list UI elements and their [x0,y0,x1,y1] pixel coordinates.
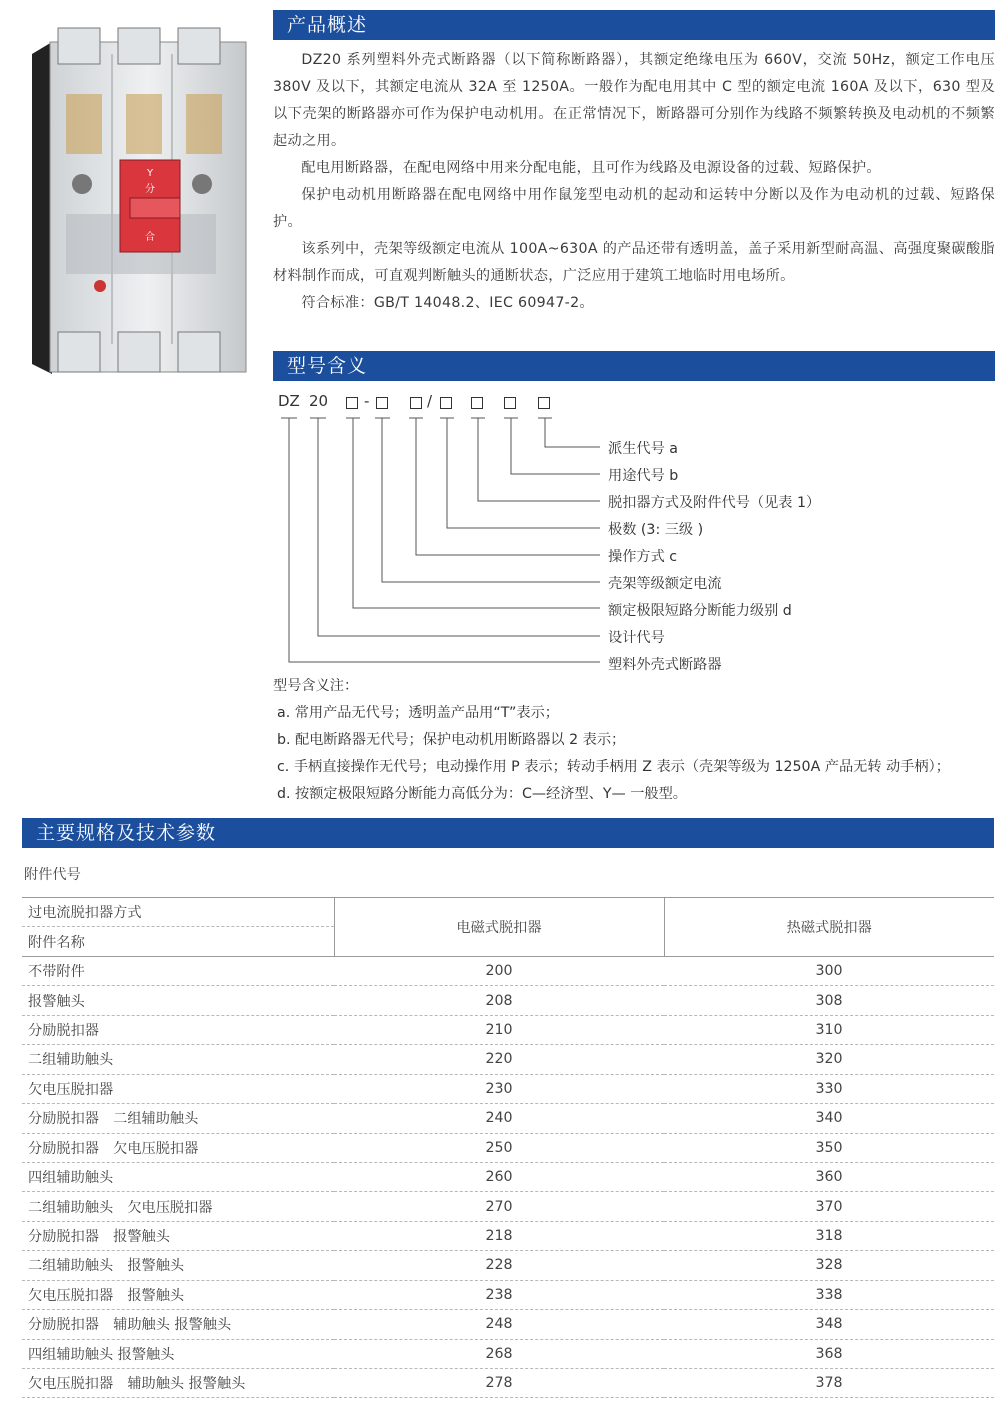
table-row [22,1104,994,1133]
accessory-name-cell: 报警触头 [22,986,334,1015]
table-row [22,956,994,985]
specs-header [22,818,994,848]
specs-header-text: 主要规格及技术参数 [36,822,217,844]
legend-mccb: 塑料外壳式断路器 [608,657,722,673]
electromagnetic-code-cell: 250 [334,1133,664,1162]
thermomagnetic-code-cell: 300 [664,956,994,985]
note-item: b. 配电断路器无代号；保护电动机用断路器以 2 表示； [277,732,626,748]
thermomagnetic-code-cell: 340 [664,1104,994,1133]
electromagnetic-code-cell: 260 [334,1162,664,1191]
electromagnetic-code-cell: 200 [334,956,664,985]
thermomagnetic-code-cell: 370 [664,1192,994,1221]
switch-label-on: 合 [145,232,155,243]
thermomagnetic-code-cell: 378 [664,1369,994,1398]
table-row [22,1251,994,1280]
electromagnetic-code-cell: 278 [334,1369,664,1398]
accessory-name-cell: 分励脱扣器 欠电压脱扣器 [22,1133,334,1162]
table-head-electromagnetic: 电磁式脱扣器 [334,898,664,957]
thermomagnetic-code-cell: 318 [664,1221,994,1250]
legend-breaking-capacity: 额定极限短路分断能力级别 d [608,603,792,619]
thermomagnetic-code-cell: 338 [664,1280,994,1309]
thermomagnetic-code-cell: 348 [664,1310,994,1339]
overview-header-text: 产品概述 [287,14,368,36]
table-caption: 附件代号 [24,867,81,883]
legend-purpose: 用途代号 b [608,468,679,484]
model-header-text: 型号含义 [287,355,368,377]
thermomagnetic-code-cell: 320 [664,1045,994,1074]
overview-paragraph: DZ20 系列塑料外壳式断路器（以下简称断路器），其额定绝缘电压为 660V，交流 50Hz，额定工作电压 380V 及以下，其额定电流从 32A 至 1250A。一般作为配电用其中 C 型的额定电流 160A 及以下，630 型及以下壳架的断路器亦可作为保护电动机用。在正常情况下，断路器可分别作为线路不频繁转换及电动机的不频繁起动之用。 [273,52,995,149]
accessory-name-cell: 分励脱扣器 辅助触头 报警触头 [22,1310,334,1339]
thermomagnetic-code-cell: 330 [664,1074,994,1103]
table-row [22,1162,994,1191]
legend-derivative: 派生代号 a [608,441,678,457]
accessory-name-cell: 二组辅助触头 欠电压脱扣器 [22,1192,334,1221]
thermomagnetic-code-cell: 368 [664,1339,994,1368]
table-row [22,986,994,1015]
model-dash: - [364,392,370,410]
thermomagnetic-code-cell: 328 [664,1251,994,1280]
note-item: a. 常用产品无代号；透明盖产品用“T”表示； [277,705,559,721]
note-item: d. 按额定极限短路分断能力高低分为：C—经济型、Y— 一般型。 [277,786,687,802]
accessory-name-cell: 二组辅助触头 [22,1045,334,1074]
thermomagnetic-code-cell: 360 [664,1162,994,1191]
overview-paragraph: 符合标准：GB/T 14048.2、IEC 60947-2。 [301,295,594,311]
overview-paragraph: 该系列中，壳架等级额定电流从 100A~630A 的产品还带有透明盖，盖子采用新型耐高温、高强度聚碳酸脂材料制作而成，可直观判断触头的通断状态，广泛应用于建筑工地临时用电场所。 [273,241,995,284]
legend-operation: 操作方式 c [608,549,678,565]
notes-title: 型号含义注： [273,678,359,694]
legend-trip-accessory: 脱扣器方式及附件代号（见表 1） [608,495,821,511]
table-row [22,1192,994,1221]
model-notes [273,673,995,808]
table-row [22,1045,994,1074]
legend-frame-current: 壳架等级额定电流 [608,576,722,592]
table-row [22,1015,994,1044]
legend-poles: 极数 (3: 三级 ) [608,522,704,538]
accessory-name-cell: 分励脱扣器 二组辅助触头 [22,1104,334,1133]
electromagnetic-code-cell: 230 [334,1074,664,1103]
table-row [22,1221,994,1250]
note-item: c. 手柄直接操作无代号；电动操作用 P 表示；转动手柄用 Z 表示（壳架等级为 1250A 产品无转 动手柄）； [277,759,950,775]
accessory-code-table [22,897,994,1398]
electromagnetic-code-cell: 218 [334,1221,664,1250]
electromagnetic-code-cell: 248 [334,1310,664,1339]
table-row [22,1074,994,1103]
electromagnetic-code-cell: 220 [334,1045,664,1074]
table-body [22,956,994,1398]
accessory-name-cell: 欠电压脱扣器 [22,1074,334,1103]
electromagnetic-code-cell: 210 [334,1015,664,1044]
table-row [22,1369,994,1398]
table-head-accessory-name: 附件名称 [22,927,334,956]
accessory-name-cell: 欠电压脱扣器 辅助触头 报警触头 [22,1369,334,1398]
accessory-name-cell: 二组辅助触头 报警触头 [22,1251,334,1280]
accessory-name-cell: 欠电压脱扣器 报警触头 [22,1280,334,1309]
model-slash: / [427,392,433,410]
legend-design-code: 设计代号 [608,630,665,646]
overview-paragraph: 保护电动机用断路器在配电网络中用作鼠笼型电动机的起动和运转中分断以及作为电动机的过载、短路保护。 [273,187,995,230]
table-row [22,1280,994,1309]
model-series: 20 [309,392,329,410]
accessory-name-cell: 分励脱扣器 [22,1015,334,1044]
thermomagnetic-code-cell: 350 [664,1133,994,1162]
electromagnetic-code-cell: 270 [334,1192,664,1221]
accessory-name-cell: 四组辅助触头 报警触头 [22,1339,334,1368]
overview-paragraph: 配电用断路器，在配电网络中用来分配电能，且可作为线路及电源设备的过载、短路保护。 [301,160,881,176]
electromagnetic-code-cell: 208 [334,986,664,1015]
model-leader-lines [0,0,1000,680]
switch-label-off: 分 [145,184,155,195]
accessory-name-cell: 不带附件 [22,956,334,985]
switch-label-y: Y [146,168,154,179]
accessory-name-cell: 分励脱扣器 报警触头 [22,1221,334,1250]
table-row [22,1133,994,1162]
accessory-name-cell: 四组辅助触头 [22,1162,334,1191]
thermomagnetic-code-cell: 310 [664,1015,994,1044]
table-row [22,1310,994,1339]
thermomagnetic-code-cell: 308 [664,986,994,1015]
electromagnetic-code-cell: 268 [334,1339,664,1368]
model-prefix: DZ [278,392,300,410]
electromagnetic-code-cell: 240 [334,1104,664,1133]
table-row [22,1339,994,1368]
electromagnetic-code-cell: 228 [334,1251,664,1280]
table-head-thermomagnetic: 热磁式脱扣器 [664,898,994,957]
electromagnetic-code-cell: 238 [334,1280,664,1309]
table-head-trip-method: 过电流脱扣器方式 [22,898,334,927]
